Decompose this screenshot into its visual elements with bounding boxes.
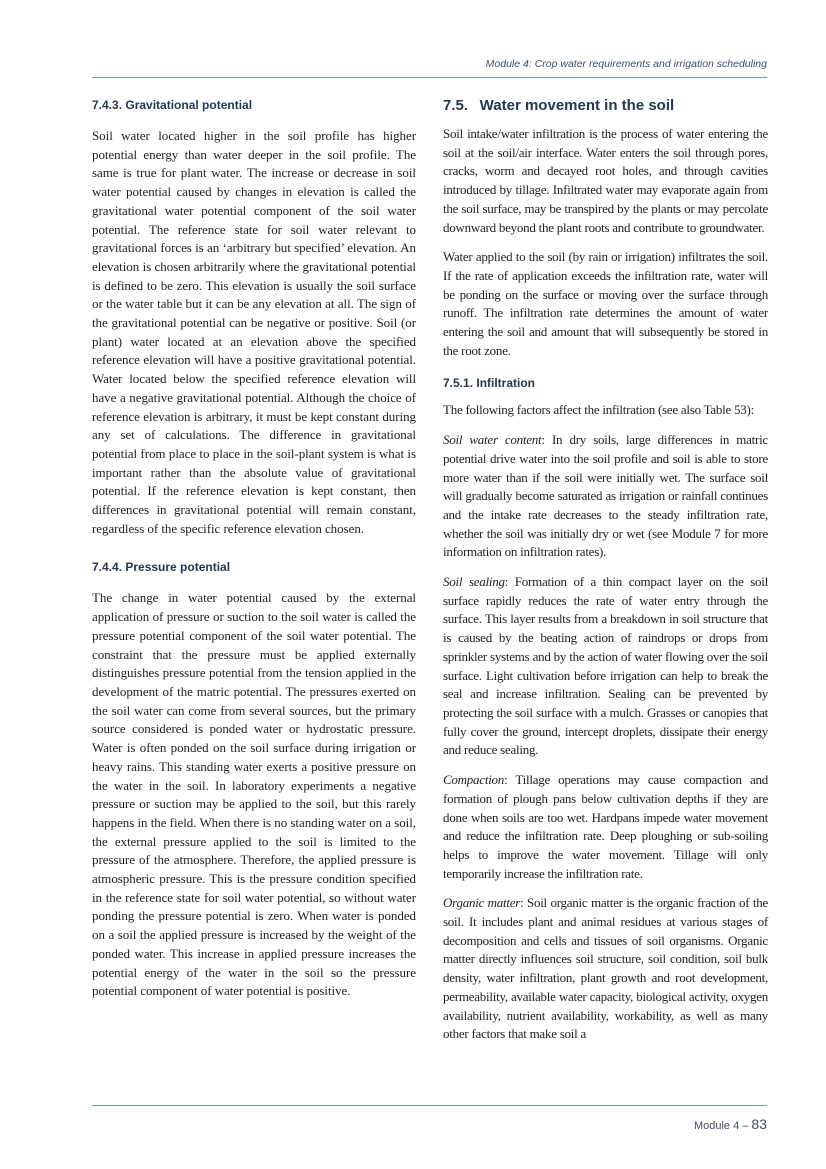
factor-organic-matter bbox=[443, 894, 768, 1044]
section-heading-7-5-1: 7.5.1. Infiltration bbox=[443, 376, 536, 391]
section-heading-7-4-4: 7.4.4. Pressure potential bbox=[92, 560, 231, 575]
paragraph: The following factors affect the infiltration (see also Table 53): bbox=[443, 402, 754, 418]
footer-module: Module 4 – bbox=[693, 1120, 752, 1132]
section-heading-7-5: 7.5. Water movement in the soil bbox=[443, 97, 675, 114]
paragraph: Water applied to the soil (by rain or irrigation) infiltrates the soil. If the rate of application exceeds the infiltration rate, water will be ponding on the surface or moving over the surface through runoff. The infiltration rate determines the amount of water entering the soil and amount that will subsequently be stored in the root zone. bbox=[443, 249, 768, 358]
paragraph: Soil water located higher in the soil profile has higher potential energy than water deeper in the soil profile. The same is true for plant water. The increase or decrease in soil water potential caused by changes in elevation is called the gravitational water potential component of the soil water potential. The reference state for soil water relevant to gravitational forces is an ‘arbitrary but specified’ elevation. An elevation is chosen arbitrarily where the gravitational potential is defined to be zero. This elevation is usually the soil surface or the water table but it can be any elevation at all. The sign of the gravitational potential can be negative or positive. Soil (or plant) water located at an elevation above the specified reference elevation will have a positive gravitational potential. Water located below the specified reference elevation will have a negative gravitational potential. Although the choice of reference elevation is arbitrary, it must be kept constant during any set of calculations. The difference in gravitational potential from place to place in the soil-plant system is what is important rather than the absolute value of gravitational potential. If the reference elevation is kept constant, then differences in gravitational potential will remain constant, regardless of the specific reference elevation chosen. bbox=[92, 128, 416, 536]
running-header: Module 4: Crop water requirements and irrigation scheduling bbox=[485, 58, 767, 70]
factor-text: : Tillage operations may cause compaction and formation of plough pans below cultivation depths if they are done when soils are too wet. Hardpans impede water movement and reduce the infiltration rate. Deep ploughing or sub-soiling helps to improve the water movement. Tillage will only temporarily increase the infiltration rate. bbox=[443, 772, 768, 881]
factor-label: Organic matter bbox=[443, 895, 521, 911]
factor-label: Soil water content bbox=[443, 432, 542, 448]
factor-soil-water-content bbox=[443, 431, 768, 562]
factor-soil-sealing bbox=[443, 573, 768, 760]
factor-label: Compaction bbox=[443, 772, 505, 788]
factor-text: : Soil organic matter is the organic fraction of the soil. It includes plant and animal residues at various stages of decomposition and cells and tissues of soil organisms. Organic matter directly influences soil structure, soil condition, soil bulk density, water infiltration, plant growth and root development, permeability, available water capacity, biological activity, oxygen availability, nutrient availability, workability, as well as many other factors that make soil a bbox=[443, 895, 769, 1042]
factor-text: : In dry soils, large differences in matric potential drive water into the soil profile and soil is able to store more water than if the soil were initially wet. The surface soil will gradually become saturated as irrigation or rainfall continues and the intake rate decreases to the steady infiltration rate, whether the soil was initially dry or wet (see Module 7 for more information on infiltration rates). bbox=[443, 432, 768, 560]
page-footer bbox=[694, 1116, 767, 1134]
section-heading-7-4-3: 7.4.3. Gravitational potential bbox=[92, 98, 253, 112]
factor-text: : Formation of a thin compact layer on the soil surface rapidly reduces the rate of water entry through the surface. This layer results from a breakdown in soil structure that is caused by the beating action of raindrops or drops from sprinkler systems and by the action of water flowing over the soil surface. Light cultivation before irrigation can help to break the seal and increase infiltration. Sealing can be prevented by protecting the soil surface with a mulch. Grasses or canopies that fully cover the ground, intercept droplets, dissipate their energy and reduce sealing. bbox=[443, 574, 768, 758]
factor-compaction bbox=[443, 771, 768, 883]
right-column bbox=[443, 88, 768, 1055]
left-column bbox=[92, 88, 416, 1012]
paragraph: Soil intake/water infiltration is the process of water entering the soil at the soil/air interface. Water enters the soil through pores, cracks, worm and decayed root holes, and through cavities introduced by tillage. Infiltrated water may evaporate again from the soil surface, may be transpired by the plants or may percolate downward beyond the plant roots and contribute to groundwater. bbox=[443, 126, 768, 235]
factor-label: Soil sealing bbox=[443, 574, 505, 590]
footer-divider bbox=[92, 1105, 767, 1106]
paragraph: The change in water potential caused by the external application of pressure or suction to the soil water is called the pressure potential component of the soil water potential. The constraint that the pressure must be applied externally distinguishes pressure potential from the tension applied in the development of the matric potential. The pressures exerted on the soil water can come from several sources, but the primary source considered is ponded water or hydrostatic pressure. Water is often ponded on the soil surface during irrigation or heavy rains. This standing water exerts a positive pressure on the water in the soil. In laboratory experiments a negative pressure or suction may be applied to the soil, but this rarely happens in the field. When there is no standing water on a soil, the external pressure applied to the soil is limited to the pressure of the atmosphere. Therefore, the applied pressure is atmospheric pressure. This is the pressure condition specified in the reference state for soil water potential, so without water ponding the pressure potential is zero. When water is ponded on a soil the applied pressure is increased by the weight of the ponded water. This increase in applied pressure increases the potential energy of the water in the soil so the pressure potential component of water potential is positive. bbox=[92, 590, 416, 999]
header-divider bbox=[92, 77, 767, 78]
page-number: 83 bbox=[751, 1116, 767, 1132]
